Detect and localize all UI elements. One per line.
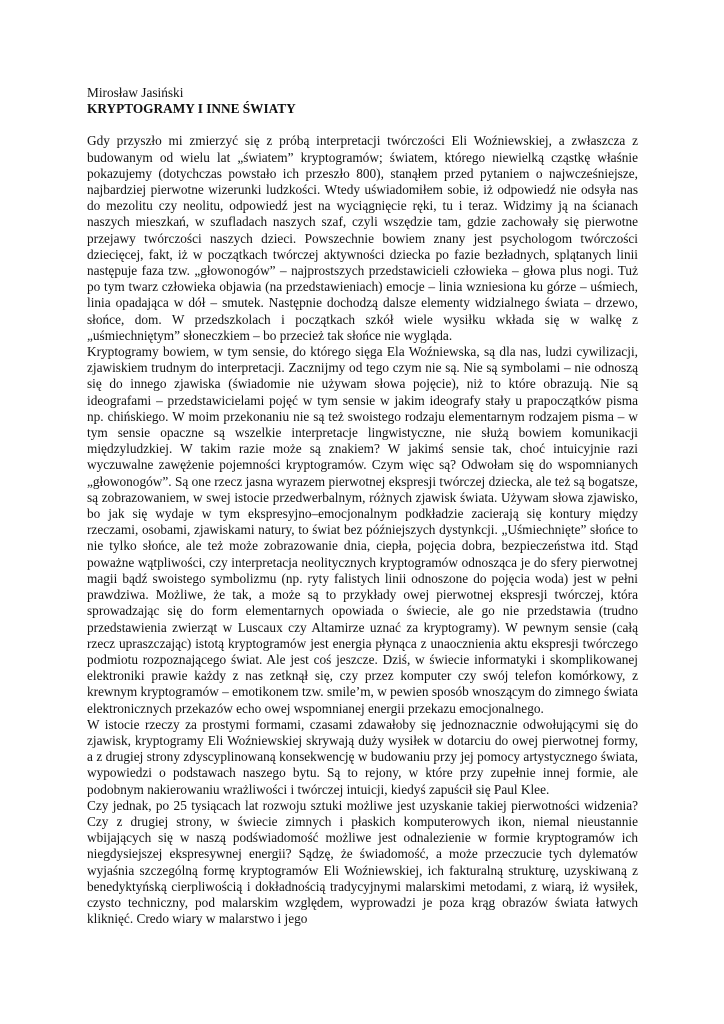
body-paragraph: Gdy przyszło mi zmierzyć się z próbą interpretacji twórczości Eli Woźniewskiej, a zwłaszcza z budowanym od wielu lat „światem” kryptogramów; światem, którego niewielką cząstkę właśnie pokazujemy (dotychczas powstało ich przeszło 800), stanąłem przed pytaniem o najwcześniejsze, najbardziej pierwotne wizerunki ludzkości. Wtedy uświadomiłem sobie, iż odpowiedź nie odsyła nas do mezolitu czy neolitu, odpowiedź jest na wyciągnięcie ręki, tu i teraz. Widzimy ją na ścianach naszych mieszkań, w szufladach naszych szaf, czyli wszędzie tam, gdzie zachowały się pierwotne przejawy twórczości naszych dzieci. Powszechnie bowiem znany jest psychologom twórczości dziecięcej, fakt, iż w początkach twórczej aktywności dziecka po fazie bezładnych, splątanych linii następuje faza tzw. „głowonogów” – najprostszych przedstawicieli człowieka – głowa plus nogi. Tuż po tym twarz człowieka objawia (na przedstawieniach) emocje – linia wzniesiona ku górze – uśmiech, linia opadająca w dół – smutek. Następnie dochodzą dalsze elementy widzialnego świata – drzewo, słońce, dom. W przedszkolach i początkach szkół wiele wysiłku wkłada się w walkę z „uśmiechniętym” słoneczkiem – bo przecież tak słońce nie wygląda.	[87, 133, 638, 343]
document-title: KRYPTOGRAMY I INNE ŚWIATY	[87, 101, 296, 117]
title-spacer	[87, 117, 638, 133]
document-page	[87, 85, 638, 927]
body-paragraph: Czy jednak, po 25 tysiącach lat rozwoju sztuki możliwe jest uzyskanie takiej pierwotności widzenia? Czy z drugiej strony, w świecie zimnych i płaskich komputerowych ikon, niemal nieustannie wbijających się w naszą podświadomość możliwe jest odnalezienie w formie kryptogramów ich niegdysiejszej ekspresywnej energii? Sądzę, że świadomość, a może przeczucie tych dylematów wyjaśnia szczególną formę kryptogramów Eli Woźniewskiej, ich fakturalną strukturę, uzyskiwaną z benedyktyńską cierpliwością i dokładnością tradycyjnymi malarskimi metodami, z wiarą, iż wysiłek, czysto techniczny, pod malarskim względem, wyprowadzi je poza krąg obrazów świata łatwych kliknięć. Credo wiary w malarstwo i jego	[87, 797, 638, 927]
body-paragraph: Kryptogramy bowiem, w tym sensie, do którego sięga Ela Woźniewska, są dla nas, ludzi cywilizacji, zjawiskiem trudnym do interpretacji. Zacznijmy od tego czym nie są. Nie są symbolami – nie odnoszą się do innego zjawiska (świadomie nie używam słowa pojęcie), niż to które obrazują. Nie są ideografami – przedstawicielami pojęć w tym sensie w jakim ideografy stały u prapoczątków pisma np. chińskiego. W moim przekonaniu nie są też swoistego rodzaju elementarnym rodzajem pisma – w tym sensie opaczne są wszelkie interpretacje lingwistyczne, nie służą bowiem komunikacji międzyludzkiej. W takim razie może są znakiem? W jakimś sensie tak, choć intuicyjnie razi wyczuwalne zawężenie pojemności kryptogramów. Czym więc są? Odwołam się do wspomnianych „głowonogów”. Są one rzecz jasna wyrazem pierwotnej ekspresji twórczej dziecka, ale też są bogatsze, są zobrazowaniem, w swej istocie przedwerbalnym, różnych zjawisk świata. Używam słowa zjawisko, bo jak się wydaje w tym ekspresyjno–emocjonalnym podkładzie zacierają się kontury między rzeczami, osobami, zjawiskami natury, to świat bez późniejszych dystynkcji. „Uśmiechnięte” słońce to nie tylko słońce, ale też może zobrazowanie dnia, ciepła, pojęcia dobra, bezpieczeństwa itd. Stąd poważne wątpliwości, czy interpretacja neolitycznych kryptogramów odnosząca je do sfery pierwotnej magii bądź swoistego symbolizmu (np. ryty falistych linii odnoszone do pojęcia woda) jest w pełni prawdziwa. Możliwe, że tak, a może są to przykłady owej pierwotnej ekspresji twórczej, która sprowadzając się do form elementarnych opowiada o świecie, ale go nie przedstawia (trudno przedstawienia zwierząt w Luscaux czy Altamirze uznać za kryptogramy). W pewnym sensie (całą rzecz upraszczając) istotą kryptogramów jest energia płynąca z unaocznienia aktu ekspresji twórczego podmiotu rozpoznającego świat. Ale jest coś jeszcze. Dziś, w świecie informatyki i skomplikowanej elektroniki prawie każdy z nas zetknął się, czy przez komputer czy swój telefon komórkowy, z krewnym kryptogramów – emotikonem tzw. smile’m, w pewien sposób wnoszącym do zimnego świata elektronicznych przekazów echo owej wspomnianej energii przekazu emocjonalnego.	[87, 344, 638, 716]
body-paragraph: W istocie rzeczy za prostymi formami, czasami zdawałoby się jednoznacznie odwołującymi się do zjawisk, kryptogramy Eli Woźniewskiej skrywają duży wysiłek w dotarciu do owej pierwotnej formy, a z drugiej strony zdyscyplinowaną konsekwencję w budowaniu przy jej pomocy artystycznego świata, wypowiedzi o podstawach naszego bytu. Są to rejony, w które przy zupełnie innej formie, ale podobnym nakierowaniu wrażliwości i twórczej intuicji, kiedyś zapuścił się Paul Klee.	[87, 716, 638, 797]
author-name: Mirosław Jasiński	[87, 85, 184, 100]
